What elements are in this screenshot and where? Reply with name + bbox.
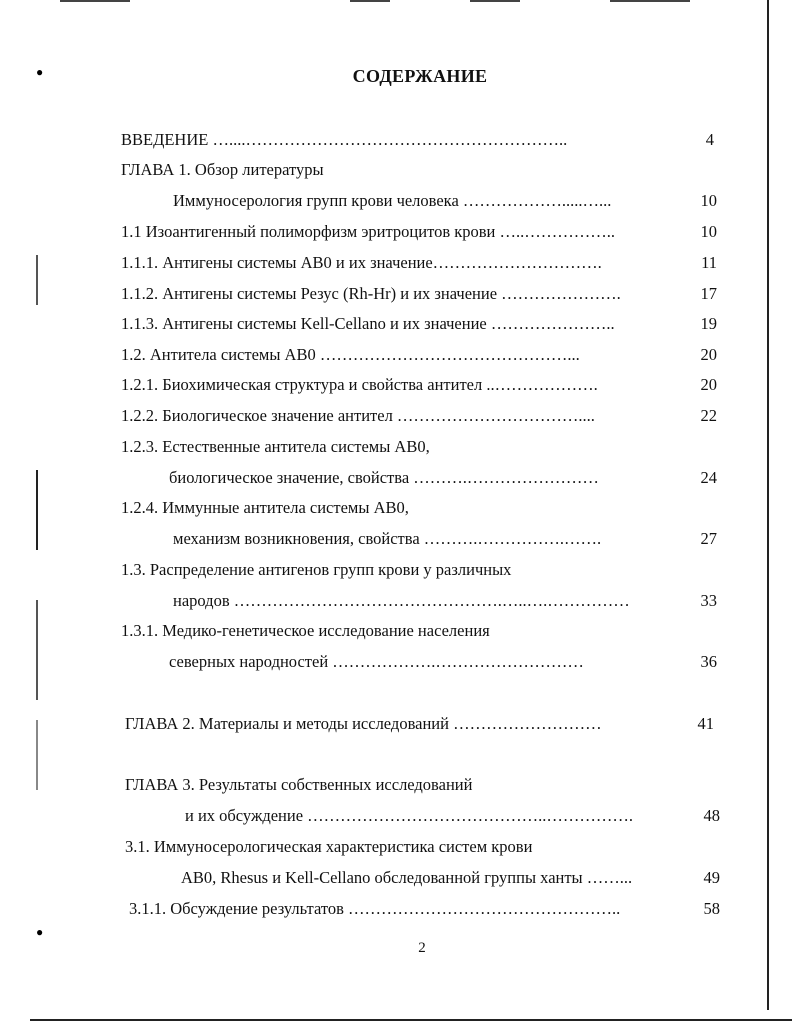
toc-entry-page: 58: [703, 899, 720, 918]
toc-entry-page: 4: [705, 130, 714, 149]
toc-entry-page: 36: [700, 652, 717, 671]
page-frame-bottom-line: [30, 1019, 792, 1021]
toc-entry-text: ГЛАВА 1. Обзор литературы: [121, 160, 324, 179]
binding-edge-mark: [36, 470, 38, 550]
toc-entry-text: 3.1. Иммуносерологическая характеристика систем крови: [125, 837, 533, 856]
toc-entry-text: и их обсуждение ……………………………………..…………….: [185, 806, 634, 825]
punch-hole-icon: ●: [36, 65, 44, 79]
toc-entry-text: ГЛАВА 3. Результаты собственных исследований: [125, 775, 473, 794]
toc-entry-page: 33: [700, 591, 717, 610]
toc-entry-text: народов ………………………………………….…..….……………: [173, 591, 630, 610]
top-edge-line: [60, 0, 130, 2]
toc-entry-page: 41: [697, 714, 714, 733]
toc-entry-page: 20: [700, 345, 717, 364]
binding-edge-mark: [36, 720, 38, 790]
toc-entry-text: Иммуносерология групп крови человека ……………….....…...: [173, 191, 612, 210]
toc-entry-text: 1.1.1. Антигены системы АВ0 и их значение………………………….: [121, 253, 602, 272]
toc-entry-page: 49: [703, 868, 720, 887]
top-edge-line: [470, 0, 520, 2]
toc-entry-text: 1.2.4. Иммунные антитела системы АВ0,: [121, 498, 409, 517]
top-edge-line: [610, 0, 690, 2]
toc-entry-page: 17: [700, 284, 717, 303]
toc-entry-text: 1.2.1. Биохимическая структура и свойства антител ..……………….: [121, 375, 598, 394]
toc-entry-text: биологическое значение, свойства ……….……………………: [169, 468, 599, 487]
toc-entry-page: 19: [700, 314, 717, 333]
toc-entry-page: 11: [701, 253, 717, 272]
toc-entry-page: 22: [700, 406, 717, 425]
toc-entry-text: 1.2.3. Естественные антитела системы АВ0,: [121, 437, 430, 456]
page-frame-right-line: [767, 0, 769, 1010]
top-edge-line: [350, 0, 390, 2]
toc-entry-text: 1.1 Изоантигенный полиморфизм эритроцитов крови …..……………..: [121, 222, 616, 241]
toc-entry-text: ГЛАВА 2. Материалы и методы исследований ………………………: [125, 714, 602, 733]
toc-entry-text: 1.1.3. Антигены системы Kell-Cellano и их значение …………………..: [121, 314, 615, 333]
toc-entry-text: ВВЕДЕНИЕ …....…………………………………………………..: [121, 130, 568, 149]
toc-entry-text: 1.2.2. Биологическое значение антител ……………………………....: [121, 406, 595, 425]
toc-entry-page: 24: [700, 468, 717, 487]
toc-entry-text: 1.3.1. Медико-генетическое исследование населения: [121, 621, 490, 640]
punch-hole-icon: ●: [36, 925, 44, 939]
page-number: 2: [418, 940, 426, 956]
toc-entry-page: 10: [700, 191, 717, 210]
binding-edge-mark: [36, 600, 38, 700]
toc-entry-page: 48: [703, 806, 720, 825]
toc-entry-text: АВ0, Rhesus и Kell-Cellano обследованной группы ханты ……...: [181, 868, 633, 887]
toc-entry-text: 1.3. Распределение антигенов групп крови у различных: [121, 560, 512, 579]
page-title: СОДЕРЖАНИЕ: [352, 66, 488, 86]
toc-entry-text: северных народностей ……………….………………………: [169, 652, 584, 671]
toc-entry-text: 3.1.1. Обсуждение результатов …………………………………………..: [129, 899, 621, 918]
binding-edge-mark: [36, 255, 38, 305]
toc-entry-page: 20: [700, 375, 717, 394]
toc-entry-page: 10: [700, 222, 717, 241]
toc-entry-text: 1.1.2. Антигены системы Резус (Rh-Hr) и их значение ………………….: [121, 284, 621, 303]
toc-entry-text: 1.2. Антитела системы АВ0 ………………………………………...: [121, 345, 580, 364]
toc-entry-page: 27: [700, 529, 717, 548]
toc-entry-text: механизм возникновения, свойства ……….…………….…….: [173, 529, 602, 548]
